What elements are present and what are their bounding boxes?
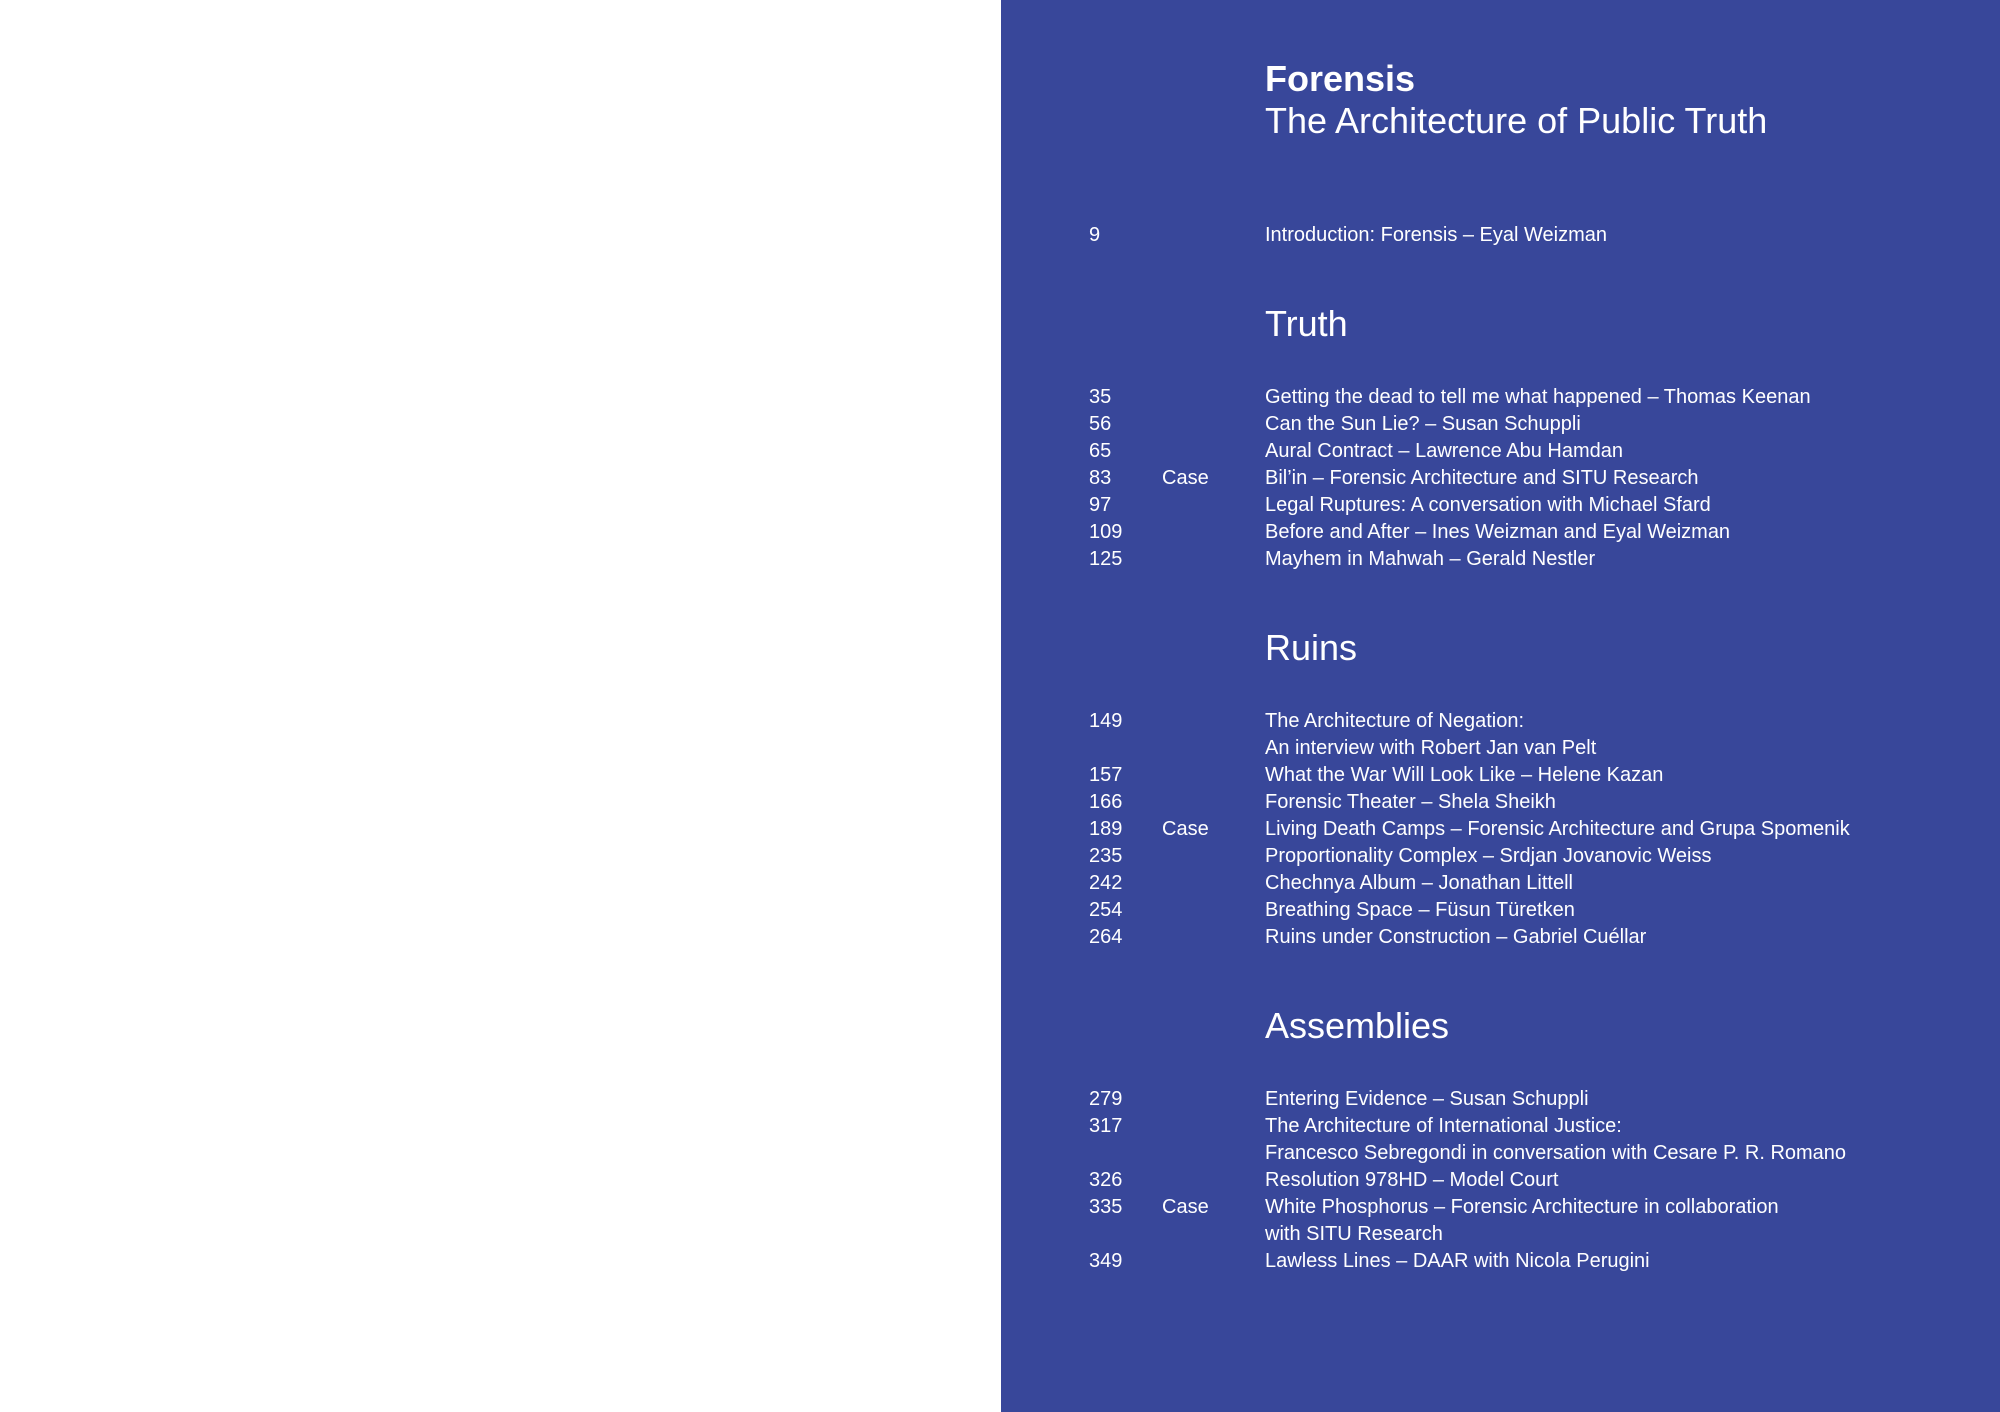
section-entries <box>1001 384 2000 573</box>
toc-line <box>1001 546 2000 573</box>
page-number: 109 <box>1089 521 1123 543</box>
toc-line <box>1001 816 2000 843</box>
entry-title: Proportionality Complex – Srdjan Jovanovic Weiss <box>1265 845 1712 867</box>
entry-title: Introduction: Forensis – Eyal Weizman <box>1265 224 1608 246</box>
entry-title: Chechnya Album – Jonathan Littell <box>1265 872 1573 894</box>
page-number: 65 <box>1089 440 1112 462</box>
entry-title: Ruins under Construction – Gabriel Cuéllar <box>1265 926 1647 948</box>
entry-title: Living Death Camps – Forensic Architecture and Grupa Spomenik <box>1265 818 1850 840</box>
toc-line <box>1001 492 2000 519</box>
toc-line <box>1001 951 2000 978</box>
entry-tag: Case <box>1162 467 1209 489</box>
entry-title: Can the Sun Lie? – Susan Schuppli <box>1265 413 1581 435</box>
section-entries <box>1001 1086 2000 1275</box>
entry-title: Breathing Space – Füsun Türetken <box>1265 899 1575 921</box>
title-main: Forensis <box>1265 58 1416 99</box>
entry-title: An interview with Robert Jan van Pelt <box>1265 737 1597 759</box>
title-subtitle: The Architecture of Public Truth <box>1265 100 1768 141</box>
page-number: 254 <box>1089 899 1123 921</box>
entry-title: Bil’in – Forensic Architecture and SITU Research <box>1265 467 1699 489</box>
entry-tag: Case <box>1162 818 1209 840</box>
page-number: 235 <box>1089 845 1123 867</box>
toc-line <box>1001 222 2000 249</box>
entry-title: Legal Ruptures: A conversation with Michael Sfard <box>1265 494 1711 516</box>
entry-title: Mayhem in Mahwah – Gerald Nestler <box>1265 548 1596 570</box>
book-title <box>1265 58 1767 142</box>
page-number: 149 <box>1089 710 1123 732</box>
toc-line <box>1001 1221 2000 1248</box>
section-heading: Truth <box>1265 303 1348 344</box>
toc-line <box>1001 1086 2000 1113</box>
entry-title: Before and After – Ines Weizman and Eyal Weizman <box>1265 521 1731 543</box>
toc-line <box>1001 735 2000 762</box>
section-entries <box>1001 708 2000 978</box>
toc-line <box>1001 1167 2000 1194</box>
toc-line <box>1001 924 2000 951</box>
entry-title: Entering Evidence – Susan Schuppli <box>1265 1088 1589 1110</box>
intro-entries <box>1001 222 2000 249</box>
entry-title: The Architecture of International Justice: <box>1265 1115 1622 1137</box>
page-number: 157 <box>1089 764 1123 786</box>
toc-line <box>1001 519 2000 546</box>
entry-title: Forensic Theater – Shela Sheikh <box>1265 791 1556 813</box>
toc-line <box>1001 384 2000 411</box>
entry-title: The Architecture of Negation: <box>1265 710 1525 732</box>
page-number: 125 <box>1089 548 1123 570</box>
toc-line <box>1001 708 2000 735</box>
toc-line <box>1001 789 2000 816</box>
section-heading: Ruins <box>1265 627 1358 668</box>
contents-page <box>1001 0 2000 1412</box>
page-number: 279 <box>1089 1088 1123 1110</box>
page-number: 56 <box>1089 413 1112 435</box>
entry-title: White Phosphorus – Forensic Architecture in collaboration <box>1265 1196 1779 1218</box>
toc-line <box>1001 870 2000 897</box>
toc-line <box>1001 438 2000 465</box>
page-number: 189 <box>1089 818 1123 840</box>
section-heading: Assemblies <box>1265 1005 1450 1046</box>
page-number: 264 <box>1089 926 1123 948</box>
entry-tag: Case <box>1162 1196 1209 1218</box>
toc-line <box>1001 1194 2000 1221</box>
toc-line <box>1001 1248 2000 1275</box>
page-number: 83 <box>1089 467 1112 489</box>
page-number: 35 <box>1089 386 1112 408</box>
toc-line <box>1001 1140 2000 1167</box>
page-number: 326 <box>1089 1169 1123 1191</box>
page-number: 335 <box>1089 1196 1123 1218</box>
page-number: 166 <box>1089 791 1123 813</box>
toc-line <box>1001 411 2000 438</box>
entry-title: What the War Will Look Like – Helene Kazan <box>1265 764 1664 786</box>
toc-line <box>1001 1113 2000 1140</box>
page-number: 9 <box>1089 224 1101 246</box>
page-number: 242 <box>1089 872 1123 894</box>
entry-title: Getting the dead to tell me what happened – Thomas Keenan <box>1265 386 1811 408</box>
entry-title: Aural Contract – Lawrence Abu Hamdan <box>1265 440 1623 462</box>
entry-title: Lawless Lines – DAAR with Nicola Perugini <box>1265 1250 1650 1272</box>
toc-line <box>1001 843 2000 870</box>
page-number: 317 <box>1089 1115 1123 1137</box>
toc-line <box>1001 762 2000 789</box>
entry-title: Francesco Sebregondi in conversation with Cesare P. R. Romano <box>1265 1142 1847 1164</box>
page-number: 349 <box>1089 1250 1123 1272</box>
page-number: 97 <box>1089 494 1112 516</box>
entry-title: with SITU Research <box>1265 1223 1443 1245</box>
toc-line <box>1001 465 2000 492</box>
entry-title: Resolution 978HD – Model Court <box>1265 1169 1559 1191</box>
toc-line <box>1001 897 2000 924</box>
